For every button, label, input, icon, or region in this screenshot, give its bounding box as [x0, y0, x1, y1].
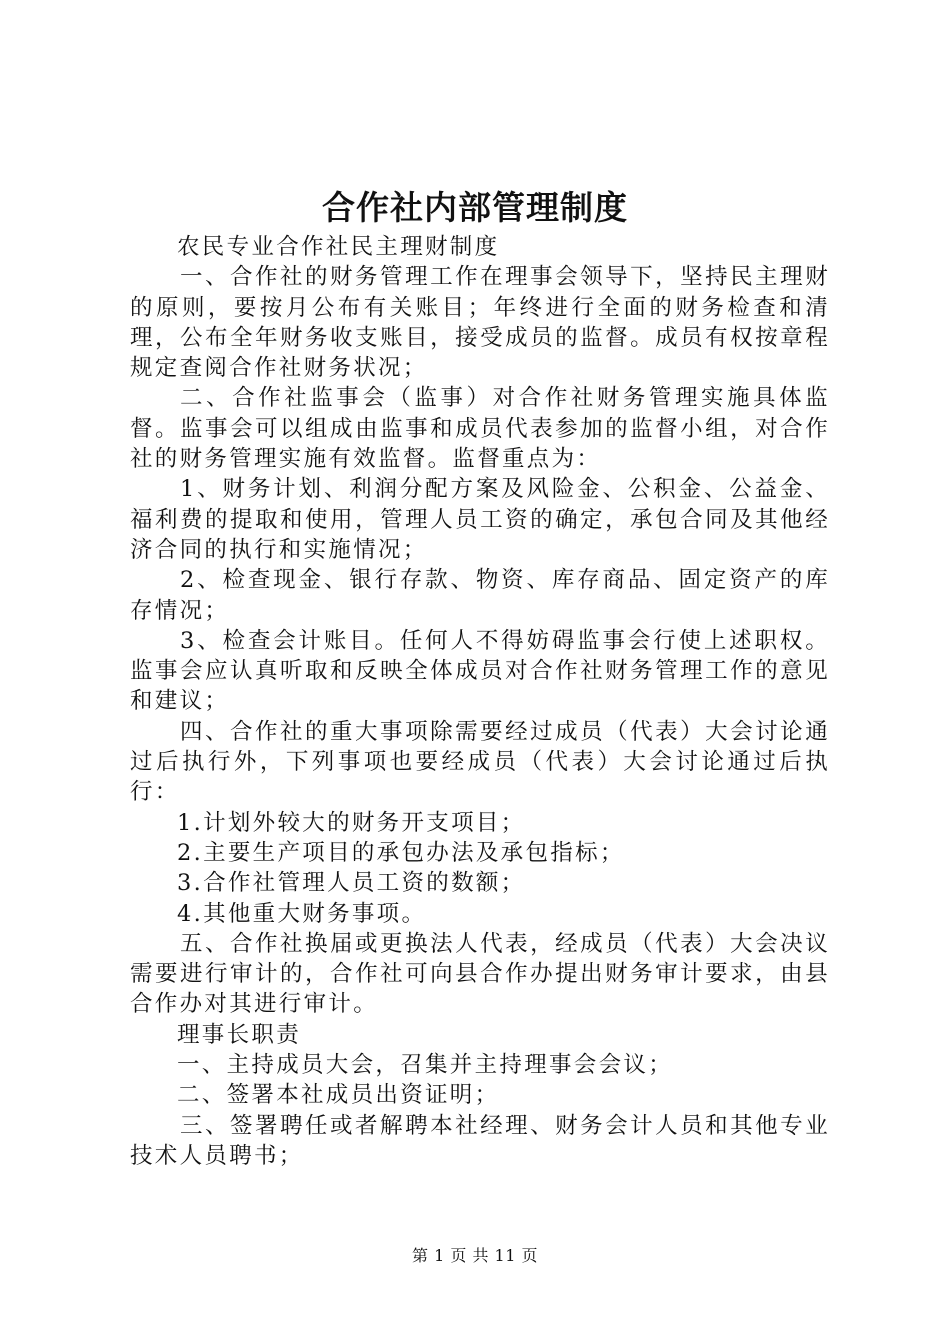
document-title: 合作社内部管理制度	[322, 188, 628, 227]
page-number: 第 1 页 共 11 页	[412, 1246, 538, 1265]
document-body	[130, 232, 830, 1171]
paragraph: 一、合作社的财务管理工作在理事会领导下，坚持民主理财的原则，要按月公布有关账目；年终进行全面的财务检查和清理，公布全年财务收支账目，接受成员的监督。成员有权按章程规定查阅合作社财务状况；	[130, 264, 830, 382]
section-heading-chairman: 理事长职责	[177, 1021, 302, 1048]
list-item: 1.计划外较大的财务开支项目；	[177, 809, 526, 836]
list-item: 1、财务计划、利润分配方案及风险金、公积金、公益金、福利费的提取和使用，管理人员工资的确定，承包合同及其他经济合同的执行和实施情况；	[130, 476, 830, 563]
list-item: 二、签署本社成员出资证明；	[177, 1082, 500, 1109]
list-item: 2.主要生产项目的承包办法及承包指标；	[177, 839, 625, 866]
paragraph: 二、合作社监事会（监事）对合作社财务管理实施具体监督。监事会可以组成由监事和成员代表参加的监督小组，对合作社的财务管理实施有效监督。监督重点为：	[130, 385, 830, 473]
section-heading-finance: 农民专业合作社民主理财制度	[177, 234, 500, 260]
list-item: 4.其他重大财务事项。	[177, 900, 427, 927]
list-item: 一、主持成员大会，召集并主持理事会会议；	[177, 1052, 674, 1079]
paragraph: 四、合作社的重大事项除需要经过成员（代表）大会讨论通过后执行外，下列事项也要经成员（代表）大会讨论通过后执行：	[130, 718, 830, 806]
list-item: 三、签署聘任或者解聘本社经理、财务会计人员和其他专业技术人员聘书；	[130, 1112, 830, 1169]
list-item: 3、检查会计账目。任何人不得妨碍监事会行使上述职权。监事会应认真听取和反映全体成员对合作社财务管理工作的意见和建议；	[130, 627, 830, 715]
list-item: 2、检查现金、银行存款、物资、库存商品、固定资产的库存情况；	[130, 567, 830, 624]
list-item: 3.合作社管理人员工资的数额；	[177, 870, 526, 897]
paragraph: 五、合作社换届或更换法人代表，经成员（代表）大会决议需要进行审计的，合作社可向县合作办提出财务审计要求，由县合作办对其进行审计。	[130, 930, 830, 1018]
